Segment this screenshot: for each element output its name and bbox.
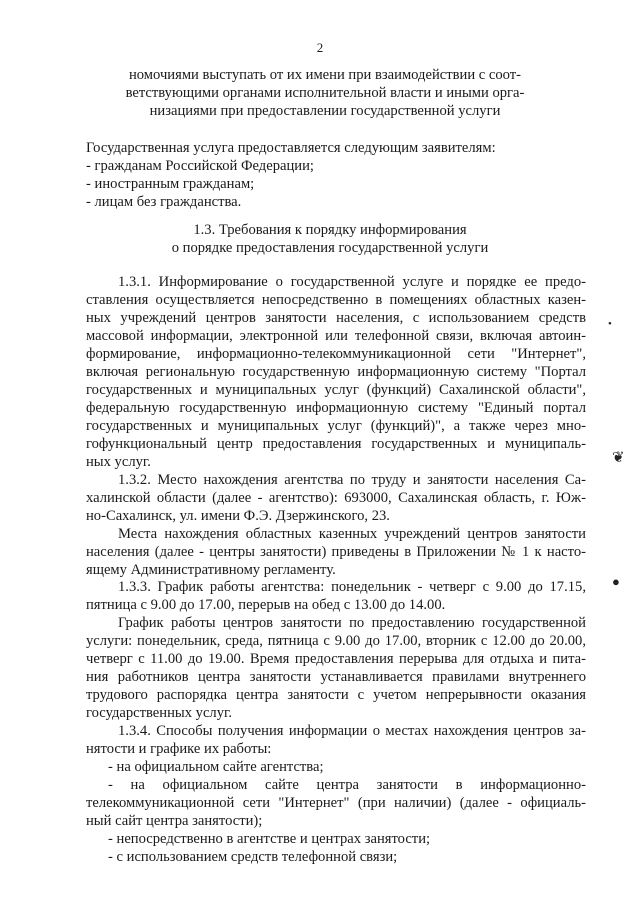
list-item: - непосредственно в агентстве и центрах занятости; bbox=[108, 831, 431, 847]
text-line: ния работников центра занятости устанавливается правилами внутреннего bbox=[86, 669, 586, 685]
list-item: - с использованием средств телефонной связи; bbox=[108, 849, 398, 865]
text-line: низациями при предоставлении государственной услуги bbox=[149, 103, 501, 119]
text-line: населения (далее - центры занятости) приведены в Приложении № 1 к насто- bbox=[86, 544, 586, 560]
list-item-continuation: телекоммуникационной сети "Интернет" (при наличии) (далее - официаль- bbox=[86, 795, 586, 811]
text-line: номочиями выступать от их имени при взаимодействии с соот- bbox=[128, 67, 522, 83]
list-item: - на официальном сайте центра занятости в информационно- bbox=[108, 777, 586, 793]
text-line: ветствующими органами исполнительной власти и иными орга- bbox=[125, 85, 525, 101]
info-methods-list bbox=[86, 758, 586, 866]
paragraph-1-3-1 bbox=[86, 273, 586, 471]
text-line: нятости и графике их работы: bbox=[86, 741, 272, 757]
text-line: государственных и муниципальных услуг (функций) Сахалинской области", bbox=[86, 382, 586, 398]
text-line: 1.3.4. Способы получения информации о местах нахождения центров за- bbox=[118, 723, 586, 739]
text-line: ных услуг. bbox=[86, 454, 151, 470]
list-item-continuation: ный сайт центра занятости); bbox=[86, 813, 263, 829]
text-line: Места нахождения областных казенных учреждений центров занятости bbox=[118, 526, 586, 542]
text-line: График работы центров занятости по предоставлению государственной bbox=[118, 615, 586, 631]
text-line: 1.3.3. График работы агентства: понедельник - четверг с 9.00 до 17.15, bbox=[118, 579, 586, 595]
text-line: 1.3.2. Место нахождения агентства по труду и занятости населения Са- bbox=[118, 472, 586, 488]
text-line: федеральную государственную информационную систему "Единый портал bbox=[86, 400, 586, 416]
scan-mark: ❦ bbox=[612, 450, 625, 466]
text-line: ставления осуществляется непосредственно в помещениях областных казен- bbox=[86, 292, 586, 308]
page-number: 2 bbox=[316, 40, 324, 55]
text-line: услуги: понедельник, среда, пятница с 9.00 до 17.00, вторник с 12.00 до 20.00, bbox=[86, 633, 586, 649]
text-line: 1.3.1. Информирование о государственной услуге и порядке ее предо- bbox=[118, 274, 586, 290]
scan-mark: • bbox=[608, 318, 612, 330]
applicants-lead: Государственная услуга предоставляется следующим заявителям: bbox=[86, 140, 496, 156]
paragraph-centers-location bbox=[86, 525, 586, 579]
section-title-line: о порядке предоставления государственной услуги bbox=[171, 240, 489, 256]
paragraph-1-3-4 bbox=[86, 722, 586, 758]
text-line: ящему Административному регламенту. bbox=[86, 562, 336, 578]
applicants-block bbox=[86, 139, 586, 211]
text-line: трудового распорядка центра занятости с учетом непрерывности оказания bbox=[86, 687, 586, 703]
text-line: пятница с 9.00 до 17.00, перерыв на обед с 13.00 до 14.00. bbox=[86, 597, 446, 613]
section-title-line: 1.3. Требования к порядку информирования bbox=[193, 222, 467, 238]
section-title bbox=[90, 221, 570, 257]
text-line: формирование, информационно-телекоммуникационной сети "Интернет", bbox=[86, 346, 586, 362]
text-line: но-Сахалинск, ул. имени Ф.Э. Дзержинского, 23. bbox=[86, 508, 390, 524]
text-line: ных учреждений центров занятости населения, с использованием средств bbox=[86, 310, 586, 326]
text-line: гофункциональный центр предоставления государственных и муниципаль- bbox=[86, 436, 586, 452]
list-item: - гражданам Российской Федерации; bbox=[86, 158, 314, 174]
text-line: массовой информации, электронной или телефонной связи, включая автоин- bbox=[86, 328, 586, 344]
list-item: - на официальном сайте агентства; bbox=[108, 759, 324, 775]
list-item: - иностранным гражданам; bbox=[86, 176, 255, 192]
text-line: четверг с 11.00 до 19.00. Время предоставления перерыва для отдыха и пита- bbox=[86, 651, 586, 667]
text-line: государственных и муниципальных услуг (функций)", а также через мно- bbox=[86, 418, 586, 434]
intro-block bbox=[90, 66, 560, 120]
paragraph-centers-schedule bbox=[86, 614, 586, 722]
scan-mark: ● bbox=[612, 574, 620, 589]
list-item: - лицам без гражданства. bbox=[86, 194, 242, 210]
text-line: халинской области (далее - агентство): 693000, Сахалинская область, г. Юж- bbox=[86, 490, 586, 506]
paragraph-1-3-3 bbox=[86, 578, 586, 614]
text-line: государственных услуг. bbox=[86, 705, 232, 721]
paragraph-1-3-2 bbox=[86, 471, 586, 525]
text-line: включая региональную государственную информационную систему "Портал bbox=[86, 364, 586, 380]
